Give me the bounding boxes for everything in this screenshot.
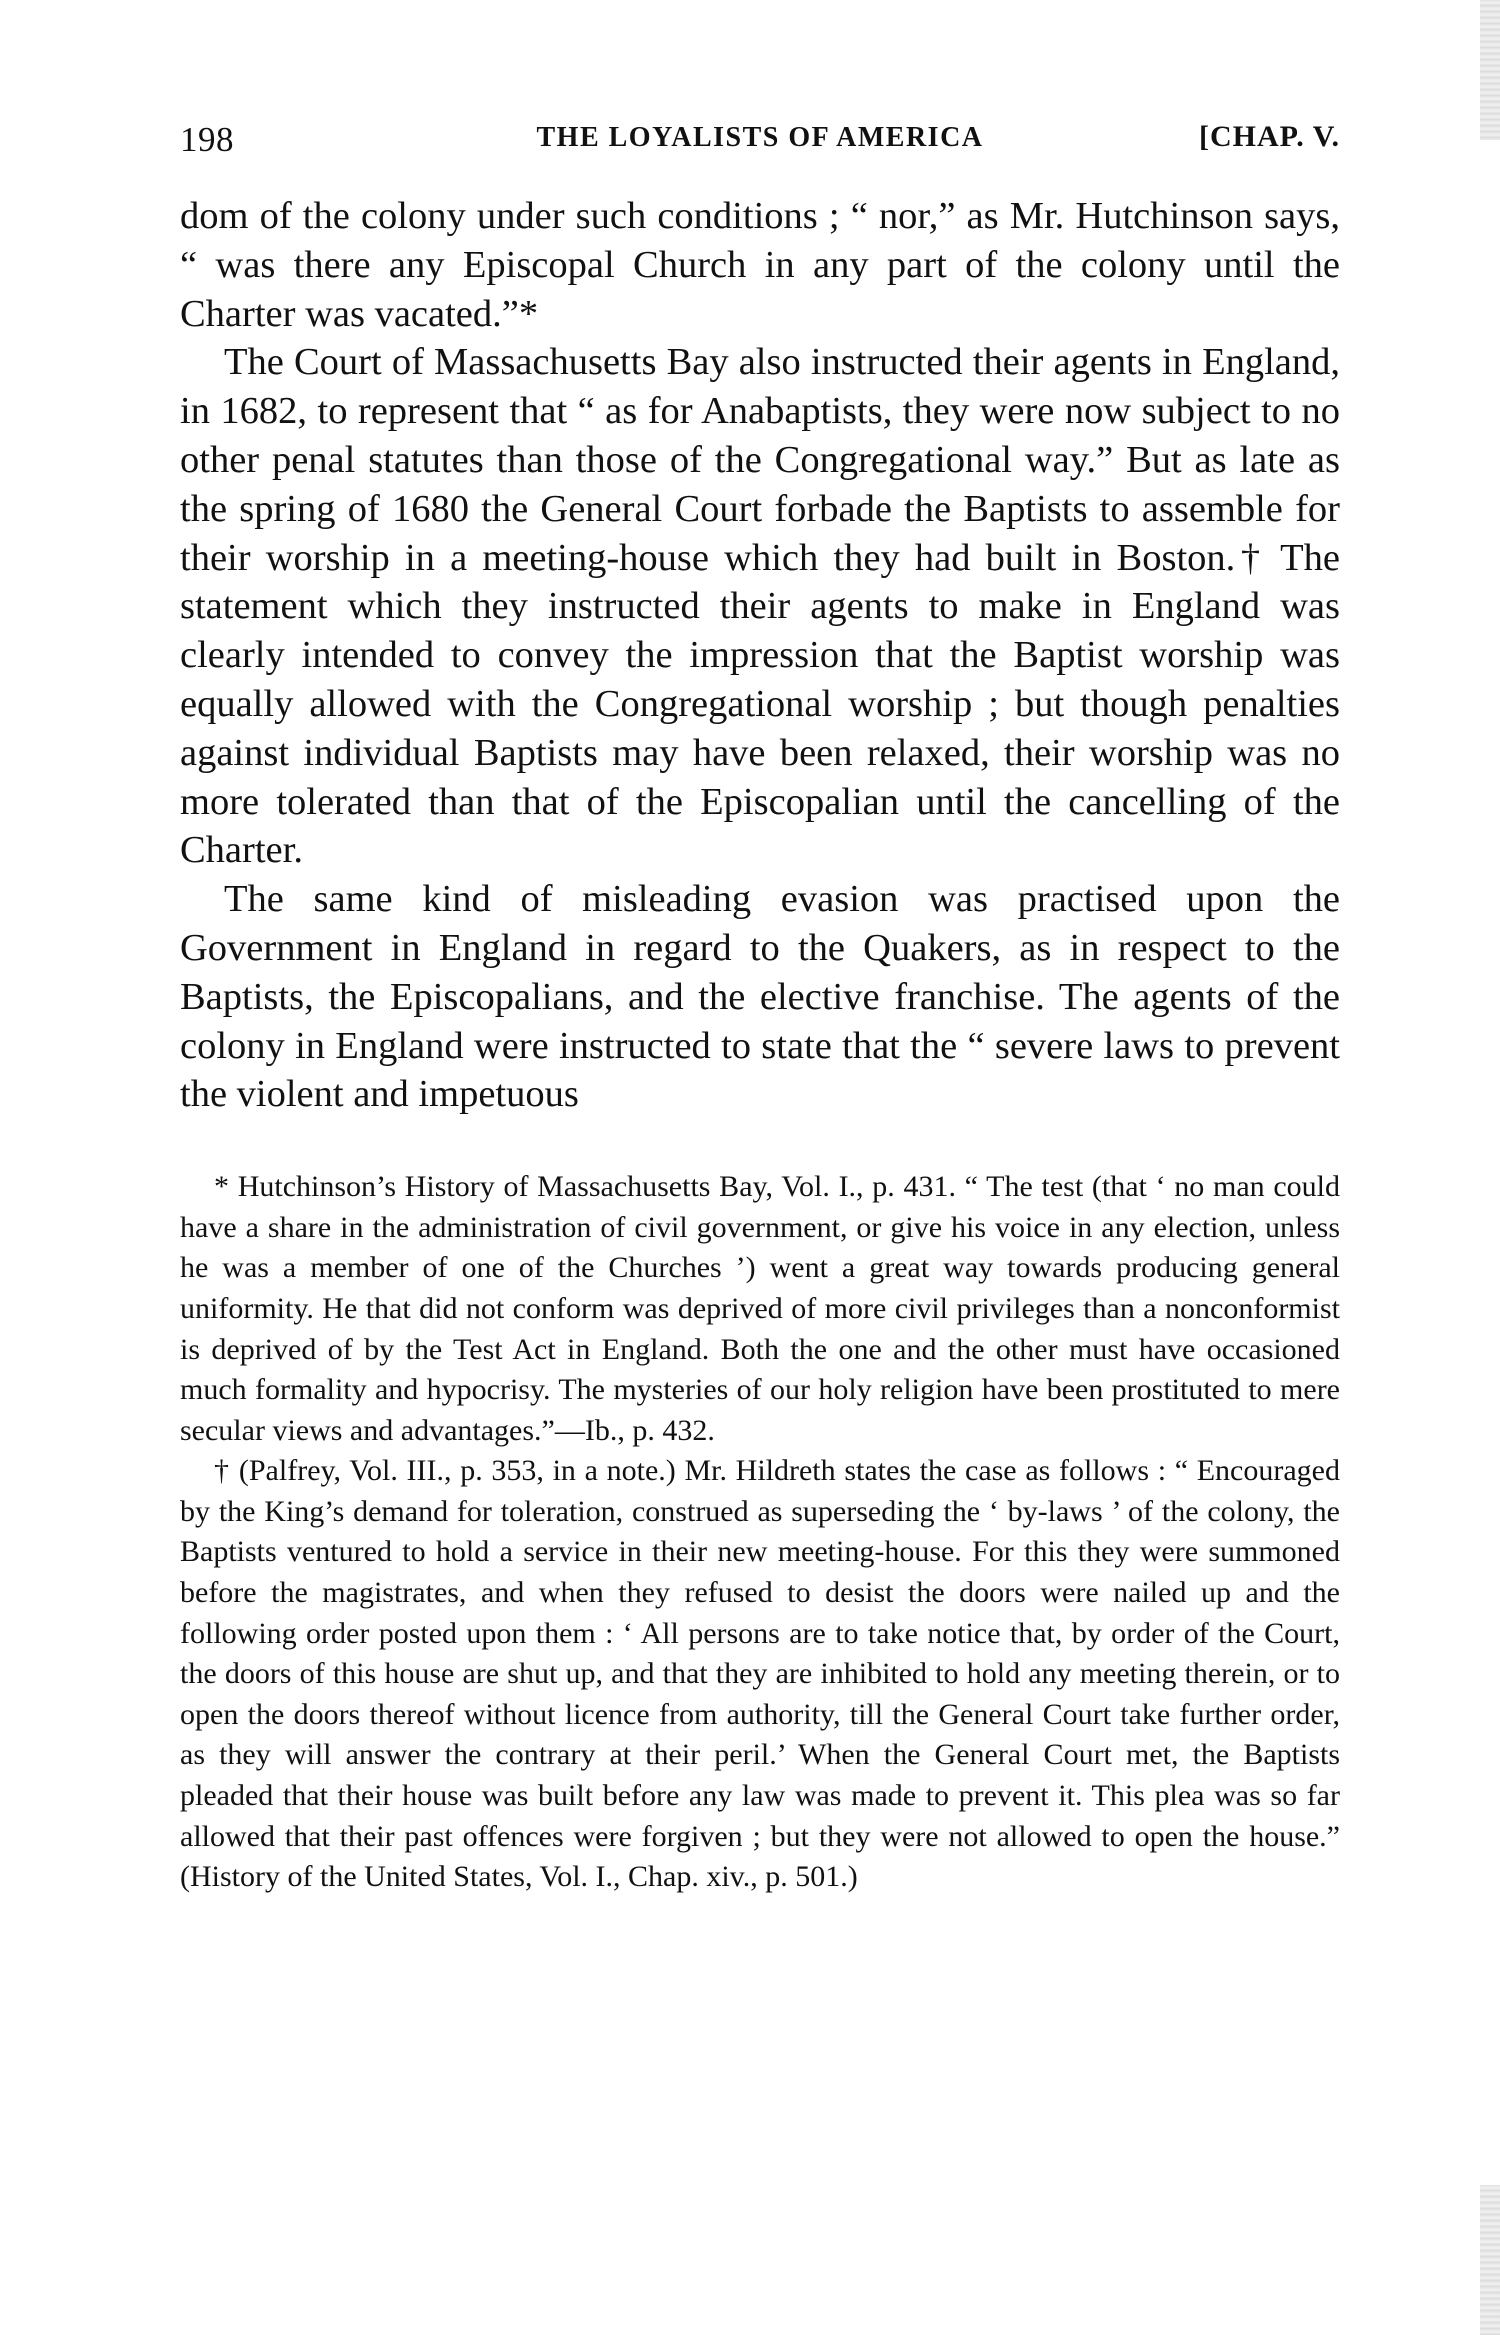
page-number: 198: [180, 120, 234, 159]
main-text: [180, 192, 1340, 1119]
chapter-label: [CHAP. V.: [1199, 120, 1340, 153]
paragraph: The Court of Massachusetts Bay also instructed their agents in England, in 1682, to represent that “ as for Anabaptists, they were now subject to no other penal statutes than those of the Congregational way.” But as late as the spring of 1680 the General Court forbade the Baptists to assemble for their worship in a meeting-house which they had built in Boston.† The statement which they instructed their agents to make in England was clearly intended to convey the impression that the Baptist worship was equally allowed with the Congregational worship ; but though penalties against individual Baptists may have been relaxed, their worship was no more tolerated than that of the Episcopalian until the cancelling of the Charter.: [180, 341, 1340, 872]
page-edge-shadow-bottom: [1480, 2185, 1500, 2335]
footnote-dagger: † (Palfrey, Vol. III., p. 353, in a note.) Mr. Hildreth states the case as follows : “ Encouraged by the King’s demand for toleration, construed as superseding the ‘ by-laws ’ of the colony, the Baptists ventured to hold a service in their new meeting-house. For this they were summoned before the magistrates, and when they refused to desist the doors were nailed up and the following order posted upon them : ‘ All persons are to take notice that, by order of the Court, the doors of this house are shut up, and that they are inhibited to hold any meeting therein, or to open the doors thereof without licence from authority, till the General Court take further order, as they will answer the contrary at their peril.’ When the General Court met, the Baptists pleaded that their house was built before any law was made to prevent it. This plea was so far allowed that their past offences were forgiven ; but they were not allowed to open the house.” (History of the United States, Vol. I., Chap. xiv., p. 501.): [180, 1454, 1340, 1894]
running-head: [180, 110, 1340, 164]
footnotes: [180, 1167, 1340, 1898]
footnote-asterisk: * Hutchinson’s History of Massachusetts Bay, Vol. I., p. 431. “ The test (that ‘ no man could have a share in the administration of civil government, or give his voice in any election, unless he was a member of one of the Churches ’) went a great way towards producing general uniformity. He that did not conform was deprived of more civil privileges than a nonconformist is deprived of by the Test Act in England. Both the one and the other must have occasioned much formality and hypocrisy. The mysteries of our holy religion have been prostituted to mere secular views and advantages.”—Ib., p. 432.: [180, 1170, 1340, 1447]
book-page: [180, 110, 1340, 1898]
page-edge-shadow-top: [1480, 0, 1500, 140]
paragraph: The same kind of misleading evasion was practised upon the Government in England in regard to the Quakers, as in respect to the Baptists, the Episcopalians, and the elective franchise. The agents of the colony in England were instructed to state that the “ severe laws to prevent the violent and impetuous: [180, 878, 1340, 1116]
paragraph-continued: dom of the colony under such conditions ; “ nor,” as Mr. Hutchinson says, “ was there any Episcopal Church in any part of the colony until the Charter was vacated.”*: [180, 195, 1340, 335]
running-title: THE LOYALISTS OF AMERICA: [536, 122, 984, 153]
